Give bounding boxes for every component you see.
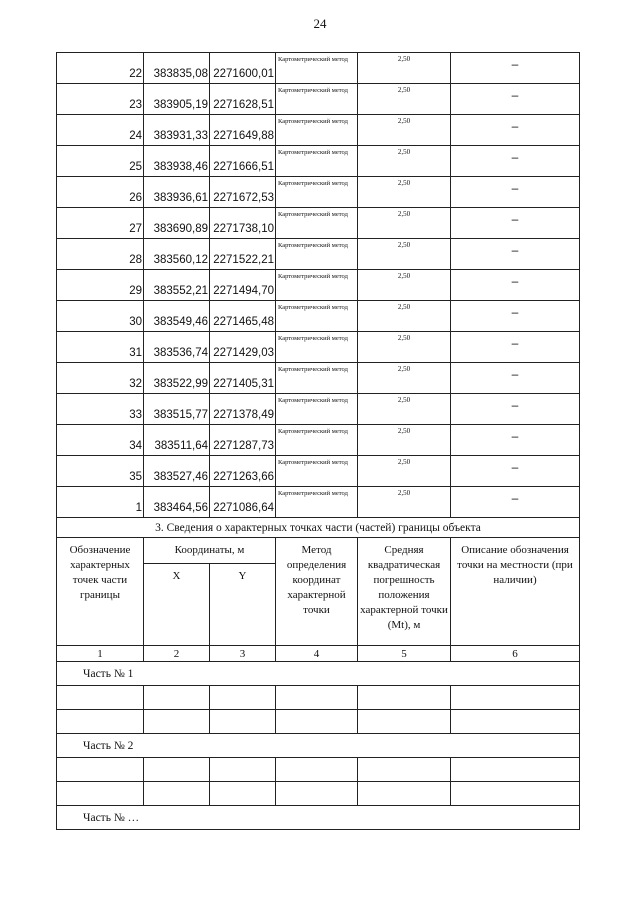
method-text: Картометрический метод [276, 115, 358, 146]
header-y: Y [210, 564, 276, 646]
coord-y: 2271263,66 [210, 456, 276, 487]
empty-cell [144, 686, 210, 710]
header-mean-error: Средняя квадратическая погрешность положения характерной точки (Мt), м [358, 538, 451, 646]
mean-error: 2,50 [358, 84, 451, 115]
header-coordinates: Координаты, м [144, 538, 276, 564]
coord-x: 383905,19 [144, 84, 210, 115]
method-text: Картометрический метод [276, 270, 358, 301]
point-number: 33 [57, 394, 144, 425]
point-description: – [451, 177, 580, 208]
empty-cell [451, 686, 580, 710]
coord-x: 383527,46 [144, 456, 210, 487]
coord-x: 383515,77 [144, 394, 210, 425]
method-text: Картометрический метод [276, 84, 358, 115]
coord-y: 2271522,21 [210, 239, 276, 270]
coord-y: 2271086,64 [210, 487, 276, 518]
coord-x: 383511,64 [144, 425, 210, 456]
mean-error: 2,50 [358, 177, 451, 208]
coord-y: 2271378,49 [210, 394, 276, 425]
point-number: 22 [57, 53, 144, 84]
point-number: 26 [57, 177, 144, 208]
coord-y: 2271672,53 [210, 177, 276, 208]
mean-error: 2,50 [358, 363, 451, 394]
coord-x: 383536,74 [144, 332, 210, 363]
method-text: Картометрический метод [276, 301, 358, 332]
page-number: 24 [313, 16, 327, 31]
coord-y: 2271429,03 [210, 332, 276, 363]
empty-cell [57, 710, 144, 734]
point-number: 28 [57, 239, 144, 270]
coord-x: 383936,61 [144, 177, 210, 208]
point-description: – [451, 53, 580, 84]
column-number: 2 [144, 646, 210, 662]
coord-x: 383464,56 [144, 487, 210, 518]
point-description: – [451, 84, 580, 115]
column-number-row [57, 646, 580, 662]
method-text: Картометрический метод [276, 177, 358, 208]
mean-error: 2,50 [358, 301, 451, 332]
point-description: – [451, 301, 580, 332]
point-description: – [451, 115, 580, 146]
empty-cell [210, 782, 276, 806]
point-row [57, 177, 580, 208]
empty-cell [451, 710, 580, 734]
empty-cell [358, 710, 451, 734]
coord-x: 383522,99 [144, 363, 210, 394]
method-text: Картометрический метод [276, 332, 358, 363]
header-x: X [144, 564, 210, 646]
method-text: Картометрический метод [276, 53, 358, 84]
method-text: Картометрический метод [276, 239, 358, 270]
column-number: 4 [276, 646, 358, 662]
empty-cell [358, 686, 451, 710]
part-row [57, 662, 580, 686]
point-row [57, 239, 580, 270]
point-number: 35 [57, 456, 144, 487]
empty-cell [210, 758, 276, 782]
empty-cell [144, 782, 210, 806]
point-row [57, 425, 580, 456]
coord-y: 2271649,88 [210, 115, 276, 146]
method-text: Картометрический метод [276, 208, 358, 239]
coord-x: 383549,46 [144, 301, 210, 332]
empty-row [57, 758, 580, 782]
point-row [57, 115, 580, 146]
coord-x: 383835,08 [144, 53, 210, 84]
coord-y: 2271628,51 [210, 84, 276, 115]
empty-row [57, 782, 580, 806]
point-description: – [451, 270, 580, 301]
point-row [57, 332, 580, 363]
point-row [57, 53, 580, 84]
coord-x: 383560,12 [144, 239, 210, 270]
part-label: Часть № 2 [57, 734, 580, 758]
point-row [57, 270, 580, 301]
point-description: – [451, 363, 580, 394]
part-row [57, 806, 580, 830]
empty-cell [57, 758, 144, 782]
empty-cell [144, 710, 210, 734]
point-number: 25 [57, 146, 144, 177]
point-number: 31 [57, 332, 144, 363]
part-row [57, 734, 580, 758]
mean-error: 2,50 [358, 53, 451, 84]
coord-x: 383938,46 [144, 146, 210, 177]
point-description: – [451, 394, 580, 425]
empty-cell [210, 710, 276, 734]
coord-x: 383552,21 [144, 270, 210, 301]
part-label: Часть № … [57, 806, 580, 830]
header-method: Метод определения координат характерной точки [276, 538, 358, 646]
coord-y: 2271405,31 [210, 363, 276, 394]
coord-y: 2271738,10 [210, 208, 276, 239]
point-row [57, 84, 580, 115]
empty-row [57, 710, 580, 734]
point-number: 23 [57, 84, 144, 115]
point-number: 24 [57, 115, 144, 146]
header-point-designation: Обозначение характерных точек части границы [57, 538, 144, 646]
method-text: Картометрический метод [276, 394, 358, 425]
point-number: 34 [57, 425, 144, 456]
column-number: 3 [210, 646, 276, 662]
point-row [57, 208, 580, 239]
point-number: 29 [57, 270, 144, 301]
point-number: 30 [57, 301, 144, 332]
point-row [57, 363, 580, 394]
empty-cell [358, 758, 451, 782]
boundary-points-table [56, 52, 580, 830]
empty-cell [451, 782, 580, 806]
point-description: – [451, 332, 580, 363]
method-text: Картометрический метод [276, 487, 358, 518]
empty-cell [276, 782, 358, 806]
coord-x: 383931,33 [144, 115, 210, 146]
point-row [57, 456, 580, 487]
empty-cell [276, 710, 358, 734]
point-description: – [451, 239, 580, 270]
point-description: – [451, 146, 580, 177]
empty-cell [358, 782, 451, 806]
method-text: Картометрический метод [276, 146, 358, 177]
point-number: 1 [57, 487, 144, 518]
mean-error: 2,50 [358, 239, 451, 270]
point-description: – [451, 208, 580, 239]
section-title: 3. Сведения о характерных точках части (частей) границы объекта [57, 518, 580, 538]
coord-y: 2271287,73 [210, 425, 276, 456]
mean-error: 2,50 [358, 208, 451, 239]
mean-error: 2,50 [358, 456, 451, 487]
point-description: – [451, 456, 580, 487]
method-text: Картометрический метод [276, 425, 358, 456]
empty-cell [451, 758, 580, 782]
part-label: Часть № 1 [57, 662, 580, 686]
point-number: 27 [57, 208, 144, 239]
header-description: Описание обозначения точки на местности (при наличии) [451, 538, 580, 646]
mean-error: 2,50 [358, 394, 451, 425]
coord-x: 383690,89 [144, 208, 210, 239]
point-row [57, 301, 580, 332]
point-row [57, 394, 580, 425]
point-row [57, 487, 580, 518]
mean-error: 2,50 [358, 115, 451, 146]
coord-y: 2271494,70 [210, 270, 276, 301]
point-description: – [451, 425, 580, 456]
empty-row [57, 686, 580, 710]
column-number: 1 [57, 646, 144, 662]
empty-cell [276, 758, 358, 782]
mean-error: 2,50 [358, 270, 451, 301]
mean-error: 2,50 [358, 487, 451, 518]
coord-y: 2271600,01 [210, 53, 276, 84]
empty-cell [144, 758, 210, 782]
section-title-row [57, 518, 580, 538]
empty-cell [210, 686, 276, 710]
column-number: 6 [451, 646, 580, 662]
method-text: Картометрический метод [276, 363, 358, 394]
mean-error: 2,50 [358, 146, 451, 177]
method-text: Картометрический метод [276, 456, 358, 487]
column-number: 5 [358, 646, 451, 662]
empty-cell [57, 782, 144, 806]
mean-error: 2,50 [358, 425, 451, 456]
coord-y: 2271666,51 [210, 146, 276, 177]
point-description: – [451, 487, 580, 518]
coord-y: 2271465,48 [210, 301, 276, 332]
mean-error: 2,50 [358, 332, 451, 363]
empty-cell [57, 686, 144, 710]
empty-cell [276, 686, 358, 710]
point-number: 32 [57, 363, 144, 394]
header-row-top [57, 538, 580, 564]
point-row [57, 146, 580, 177]
